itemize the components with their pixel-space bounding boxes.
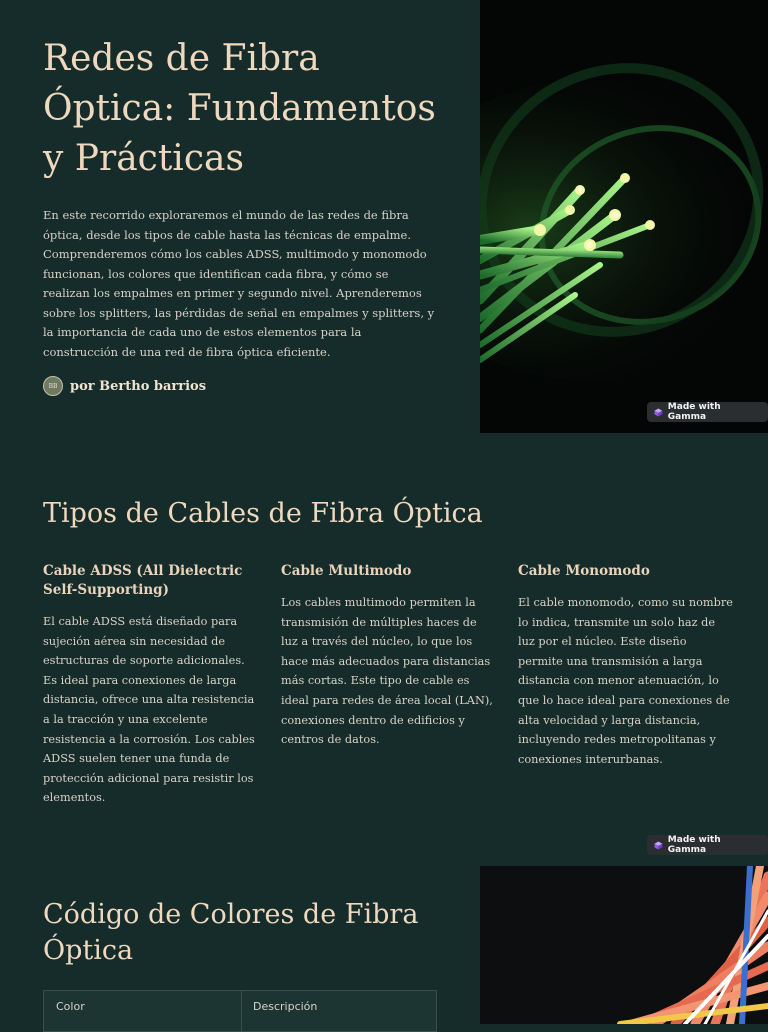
hero-section bbox=[0, 0, 768, 433]
avatar: BB bbox=[43, 376, 63, 396]
fiber-optic-image bbox=[480, 0, 768, 433]
made-with-gamma-badge[interactable] bbox=[647, 402, 768, 422]
color-code-table bbox=[43, 990, 437, 1032]
badge-label: Made with Gamma bbox=[667, 835, 721, 855]
cable-column-title: Cable ADSS (All Dielectric Self-Supporting) bbox=[43, 563, 243, 598]
cable-column-text: El cable ADSS está diseñado para sujeción aérea sin necesidad de estructuras de soporte adicionales. Es ideal para conexiones de larga distancia, ofrece una alta resistencia a la tracción y una excelente resistencia a la corrosión. Los cables ADSS suelen tener una funda de protección adicional para resistir los elementos. bbox=[43, 615, 255, 805]
table-header-description: Descripción bbox=[253, 1000, 318, 1013]
cable-column-text: Los cables multimodo permiten la transmisión de múltiples haces de luz a través del núcleo, lo que los hace más adecuados para distancias más cortas. Este tipo de cable es ideal para redes de área local (LAN), conexiones dentro de edificios y centros de datos. bbox=[281, 596, 493, 747]
table-divider bbox=[241, 991, 242, 1031]
author-byline bbox=[43, 376, 443, 396]
cable-column-multimodo bbox=[281, 562, 496, 750]
colored-fibers-illustration bbox=[480, 866, 768, 1024]
hero-text-block bbox=[43, 34, 443, 396]
gamma-cube-icon bbox=[654, 841, 663, 850]
author-name: por Bertho barrios bbox=[70, 378, 207, 394]
made-with-gamma-badge[interactable] bbox=[647, 835, 768, 855]
cable-column-title: Cable Monomodo bbox=[518, 563, 650, 579]
cable-column-monomodo bbox=[518, 562, 733, 769]
gamma-cube-icon bbox=[654, 408, 663, 417]
cable-column-title: Cable Multimodo bbox=[281, 563, 412, 579]
cable-column-adss bbox=[43, 562, 258, 808]
section-title-cable-types: Tipos de Cables de Fibra Óptica bbox=[43, 498, 483, 529]
section-title-color-code: Código de Colores de Fibra Óptica bbox=[43, 899, 419, 966]
fiber-optic-illustration bbox=[480, 0, 768, 433]
cable-column-text: El cable monomodo, como su nombre lo indica, transmite un solo haz de luz por el núcleo. Este diseño permite una transmisión a larga distancia con menor atenuación, lo que lo hace ideal para conexiones de alta velocidad y larga distancia, incluyendo redes metropolitanas y conexiones interurbanas. bbox=[518, 596, 733, 766]
table-header-color: Color bbox=[56, 1000, 85, 1013]
page-title: Redes de Fibra Óptica: Fundamentos y Prácticas bbox=[43, 38, 436, 179]
colored-fibers-image bbox=[480, 866, 768, 1024]
badge-label: Made with Gamma bbox=[667, 402, 721, 422]
hero-description: En este recorrido exploraremos el mundo de las redes de fibra óptica, desde los tipos de cable hasta las técnicas de empalme. Comprenderemos cómo los cables ADSS, multimodo y monomodo funcionan, los colores que identifican cada fibra, y cómo se realizan los empalmes en primer y segundo nivel. Aprenderemos sobre los splitters, las pérdidas de señal en empalmes y splitters, y la importancia de cada uno de estos elementos para la construcción de una red de fibra óptica eficiente. bbox=[43, 208, 435, 359]
